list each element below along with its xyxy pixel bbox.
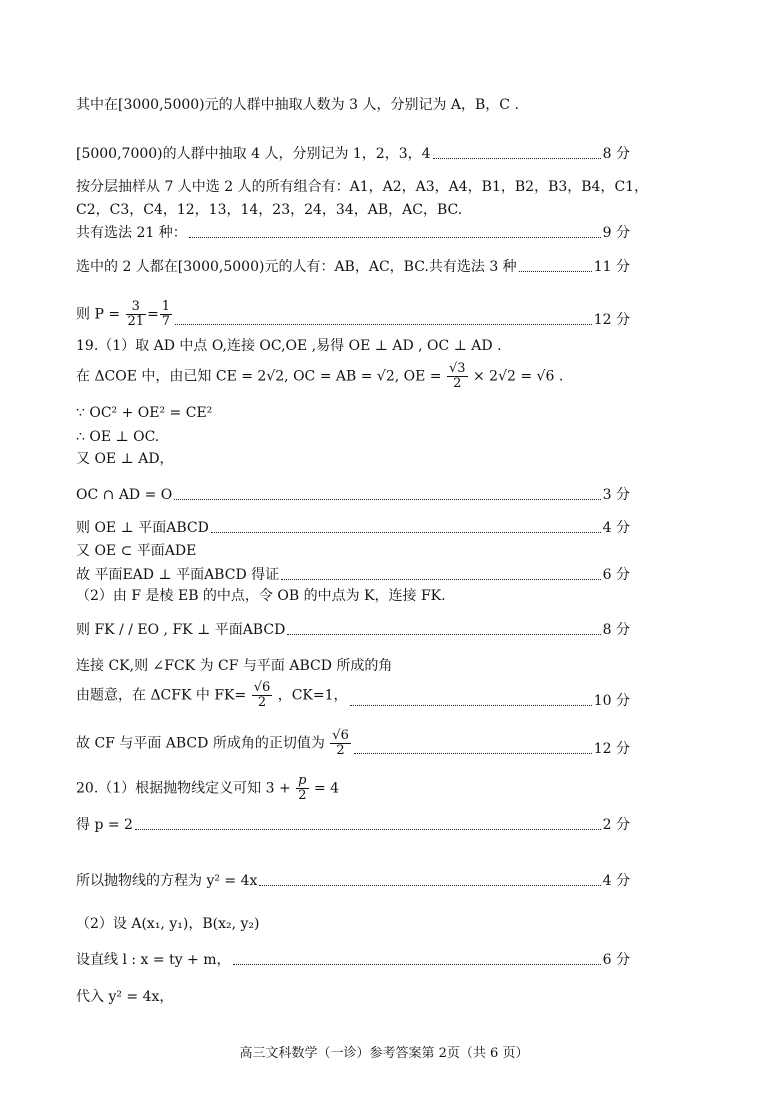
numerator: √3 bbox=[448, 361, 466, 376]
dotted-leader bbox=[281, 578, 601, 580]
text-line: 代入 y² = 4x， bbox=[76, 989, 174, 1005]
line-text: 20.（1）根据抛物线定义可知 3 + bbox=[76, 780, 291, 797]
text-line-scored bbox=[76, 681, 630, 710]
score: 4 分 bbox=[602, 873, 630, 889]
line-text: 共有选法 21 种： bbox=[76, 225, 187, 241]
prob-label: 则 P = bbox=[76, 306, 121, 323]
dotted-leader bbox=[189, 236, 601, 238]
page-footer: 高三文科数学（一诊）参考答案第 2页（共 6 页） bbox=[239, 1046, 529, 1061]
text-line: 又 OE ⊂ 平面ADE bbox=[76, 543, 197, 559]
text-line bbox=[76, 362, 563, 391]
fraction bbox=[252, 681, 273, 710]
dotted-leader bbox=[287, 633, 600, 635]
score: 8 分 bbox=[602, 146, 630, 162]
dotted-leader bbox=[211, 531, 601, 533]
denominator: 2 bbox=[298, 788, 307, 803]
text-line-scored bbox=[76, 951, 630, 969]
line-text: 选中的 2 人都在[3000,5000)元的人有：AB，AC，BC.共有选法 3 种 bbox=[76, 259, 517, 275]
fraction bbox=[296, 774, 308, 803]
line-text: 由题意，在 ΔCFK 中 FK= bbox=[76, 687, 247, 704]
line-text: × 2√2 = √6 . bbox=[473, 368, 564, 385]
text-line: 连接 CK,则 ∠FCK 为 CF 与平面 ABCD 所成的角 bbox=[76, 658, 393, 674]
dotted-leader bbox=[175, 323, 592, 325]
dotted-leader bbox=[233, 963, 601, 965]
score: 12 分 bbox=[593, 741, 630, 757]
text-line-scored bbox=[76, 519, 630, 537]
score: 9 分 bbox=[602, 225, 630, 241]
dotted-leader bbox=[519, 270, 592, 272]
text-line-scored bbox=[76, 872, 630, 890]
line-text bbox=[76, 300, 173, 329]
score: 6 分 bbox=[602, 567, 630, 583]
text-line: 按分层抽样从 7 人中选 2 人的所有组合有：A1，A2，A3，A4，B1，B2，B3，B4，C1， bbox=[76, 179, 649, 195]
numerator: √6 bbox=[332, 728, 349, 743]
numerator: 3 bbox=[126, 300, 147, 315]
dotted-leader bbox=[259, 884, 600, 886]
denominator: 7 bbox=[161, 314, 171, 329]
text-line: ∵ OC² + OE² = CE² bbox=[76, 405, 213, 421]
score: 10 分 bbox=[593, 693, 630, 709]
equals: = bbox=[147, 306, 159, 323]
fraction bbox=[160, 300, 172, 329]
line-text: 则 FK / / EO , FK ⊥ 平面ABCD bbox=[76, 622, 286, 638]
score: 12 分 bbox=[593, 312, 630, 328]
text-line: C2，C3，C4，12，13，14，23，24，34，AB，AC，BC. bbox=[76, 202, 463, 218]
dotted-leader bbox=[135, 828, 601, 830]
score: 6 分 bbox=[602, 952, 630, 968]
text-line-scored bbox=[76, 729, 630, 758]
line-text: 在 ΔCOE 中，由已知 CE = 2√2, OC = AB = √2, OE = bbox=[76, 368, 442, 385]
line-text bbox=[76, 681, 348, 710]
text-line: ∴ OE ⊥ OC. bbox=[76, 429, 160, 445]
line-text: 所以抛物线的方程为 y² = 4x bbox=[76, 873, 258, 889]
text-line-scored bbox=[76, 486, 630, 504]
text-line-scored bbox=[76, 224, 630, 242]
denominator: 2 bbox=[336, 743, 345, 758]
dotted-leader bbox=[354, 752, 592, 754]
line-text: OC ∩ AD = O bbox=[76, 487, 173, 503]
score: 3 分 bbox=[602, 487, 630, 503]
line-text: 则 OE ⊥ 平面ABCD bbox=[76, 520, 209, 536]
denominator: 2 bbox=[257, 695, 267, 710]
score: 8 分 bbox=[602, 622, 630, 638]
score: 2 分 bbox=[602, 817, 630, 833]
dotted-leader bbox=[174, 498, 600, 500]
fraction bbox=[447, 362, 468, 391]
score: 4 分 bbox=[602, 520, 630, 536]
line-text: 得 p = 2 bbox=[76, 817, 133, 833]
fraction bbox=[330, 729, 351, 758]
line-text bbox=[76, 729, 352, 758]
line-text: ，CK=1， bbox=[277, 687, 348, 704]
numerator: 1 bbox=[161, 299, 171, 314]
numerator: p bbox=[298, 773, 307, 788]
denominator: 2 bbox=[453, 376, 462, 391]
text-line-scored bbox=[76, 300, 630, 329]
denominator: 21 bbox=[127, 314, 145, 329]
line-text: = 4 bbox=[313, 780, 340, 797]
line-text: 设直线 l : x = ty + m， bbox=[76, 952, 231, 968]
text-line: 19.（1）取 AD 中点 O,连接 OC,OE ,易得 OE ⊥ AD , OC ⊥ AD . bbox=[76, 338, 502, 354]
text-line: （2）设 A(x₁, y₁)，B(x₂, y₂) bbox=[76, 916, 260, 932]
text-line-scored bbox=[76, 258, 630, 276]
line-text: 故 平面EAD ⊥ 平面ABCD 得证 bbox=[76, 567, 280, 583]
text-line bbox=[76, 774, 339, 803]
text-line: 又 OE ⊥ AD， bbox=[76, 451, 174, 467]
text-line-scored bbox=[76, 566, 630, 584]
fraction bbox=[126, 300, 147, 329]
line-text: [5000,7000)的人群中抽取 4 人，分别记为 1，2，3，4 bbox=[76, 146, 431, 162]
text-line: （2）由 F 是棱 EB 的中点，令 OB 的中点为 K，连接 FK. bbox=[76, 588, 446, 604]
line-text: 故 CF 与平面 ABCD 所成角的正切值为 bbox=[76, 735, 325, 752]
numerator: √6 bbox=[253, 680, 271, 695]
text-line-scored bbox=[76, 816, 630, 834]
dotted-leader bbox=[350, 704, 592, 706]
text-line: 其中在[3000,5000)元的人群中抽取人数为 3 人，分别记为 A，B，C . bbox=[76, 97, 519, 113]
text-line-scored bbox=[76, 621, 630, 639]
text-line-scored bbox=[76, 145, 630, 163]
score: 11 分 bbox=[593, 259, 630, 275]
dotted-leader bbox=[433, 157, 601, 159]
